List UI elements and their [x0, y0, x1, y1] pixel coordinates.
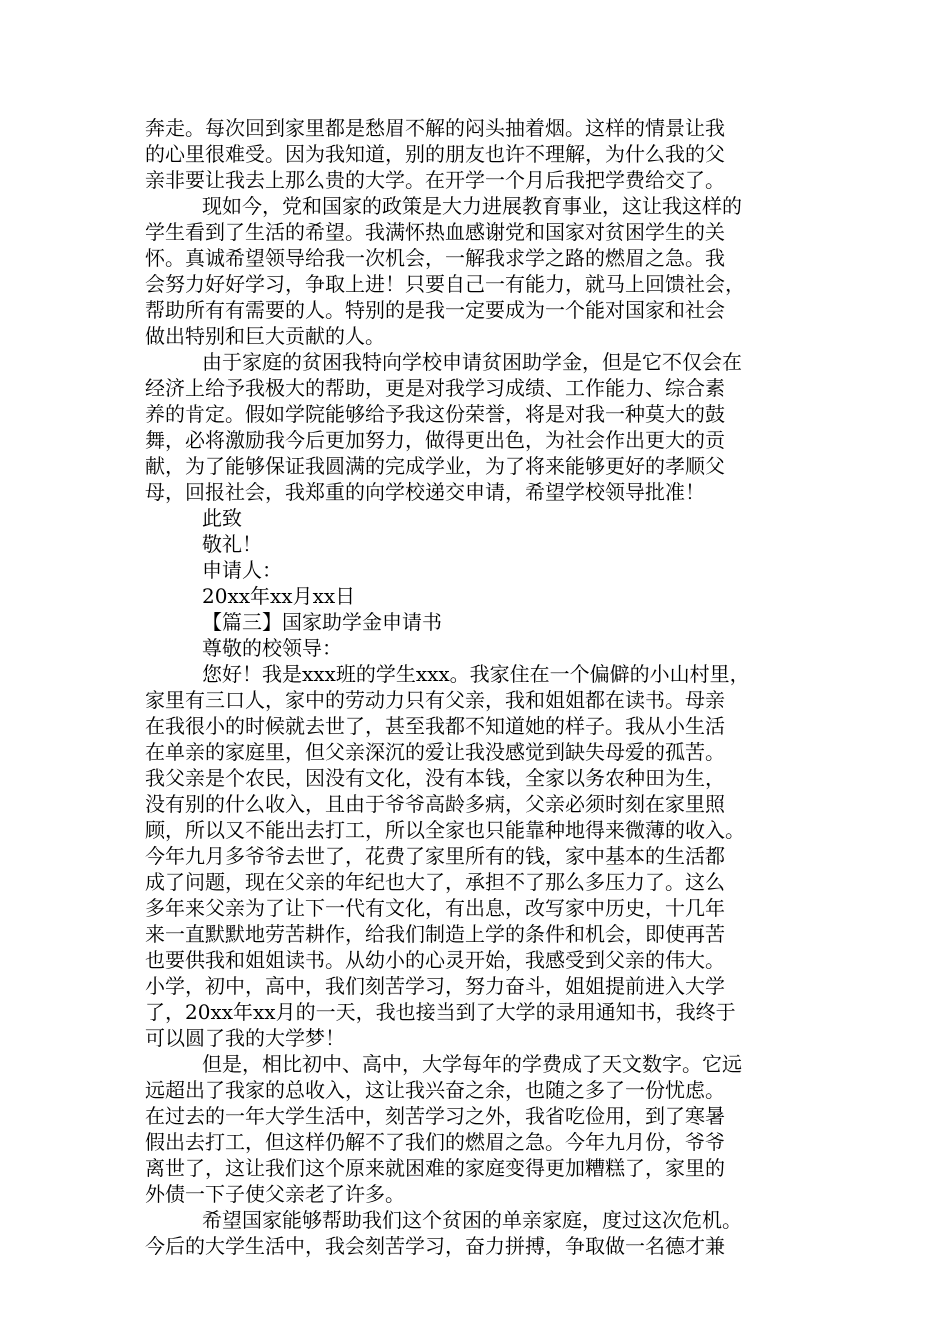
text-line: 但是，相比初中、高中，大学每年的学费成了天文数字。它远 — [202, 1052, 742, 1076]
text-line: 养的肯定。假如学院能够给予我这份荣誉，将是对我一种莫大的鼓 — [145, 402, 725, 426]
text-line: 此致 — [202, 506, 242, 530]
text-line: 帮助所有有需要的人。特别的是我一定要成为一个能对国家和社会 — [145, 298, 725, 322]
text-line: 母，回报社会，我郑重的向学校递交申请，希望学校领导批准！ — [145, 480, 705, 504]
text-line: 离世了，这让我们这个原来就困难的家庭变得更加糟糕了，家里的 — [145, 1156, 725, 1180]
text-line: 亲非要让我去上那么贵的大学。在开学一个月后我把学费给交了。 — [145, 168, 725, 192]
text-line: 由于家庭的贫困我特向学校申请贫困助学金，但是它不仅会在 — [202, 350, 742, 374]
body-text — [145, 115, 815, 1259]
text-line: 外债一下子使父亲老了许多。 — [145, 1182, 405, 1206]
text-line: 您好！我是xxx班的学生xxx。我家住在一个偏僻的小山村里， — [202, 662, 750, 686]
text-line: 奔走。每次回到家里都是愁眉不解的闷头抽着烟。这样的情景让我 — [145, 116, 725, 140]
text-line: 没有别的什么收入，且由于爷爷高龄多病，父亲必须时刻在家里照 — [145, 792, 725, 816]
text-line: 成了问题，现在父亲的年纪也大了，承担不了那么多压力了。这么 — [145, 870, 725, 894]
text-line: 学生看到了生活的希望。我满怀热血感谢党和国家对贫困学生的关 — [145, 220, 725, 244]
text-line: 在单亲的家庭里，但父亲深沉的爱让我没感觉到缺失母爱的孤苦。 — [145, 740, 725, 764]
text-line: 希望国家能够帮助我们这个贫困的单亲家庭，度过这次危机。 — [202, 1208, 742, 1232]
text-line: 献，为了能够保证我圆满的完成学业，为了将来能够更好的孝顺父 — [145, 454, 725, 478]
text-line: 现如今，党和国家的政策是大力进展教育事业，这让我这样的 — [202, 194, 742, 218]
text-line: 今后的大学生活中，我会刻苦学习，奋力拼搏，争取做一名德才兼 — [145, 1234, 725, 1258]
text-line: 【篇三】国家助学金申请书 — [202, 610, 442, 634]
text-line: 可以圆了我的大学梦！ — [145, 1026, 345, 1050]
text-line: 在我很小的时候就去世了，甚至我都不知道她的样子。我从小生活 — [145, 714, 725, 738]
text-line: 怀。真诚希望领导给我一次机会，一解我求学之路的燃眉之急。我 — [145, 246, 725, 270]
text-line: 了，20xx年xx月的一天，我也接当到了大学的录用通知书，我终于 — [145, 1000, 736, 1024]
text-line: 家里有三口人，家中的劳动力只有父亲，我和姐姐都在读书。母亲 — [145, 688, 725, 712]
text-line: 做出特别和巨大贡献的人。 — [145, 324, 385, 348]
text-line: 假出去打工，但这样仍解不了我们的燃眉之急。今年九月份，爷爷 — [145, 1130, 725, 1154]
text-line: 会努力好好学习，争取上进！只要自己一有能力，就马上回馈社会， — [145, 272, 745, 296]
text-line: 今年九月多爷爷去世了，花费了家里所有的钱，家中基本的生活都 — [145, 844, 725, 868]
text-line: 在过去的一年大学生活中，刻苦学习之外，我省吃俭用，到了寒暑 — [145, 1104, 725, 1128]
text-line: 申请人： — [202, 558, 282, 582]
text-line: 顾，所以又不能出去打工，所以全家也只能靠种地得来微薄的收入。 — [145, 818, 745, 842]
text-line: 小学，初中，高中，我们刻苦学习，努力奋斗，姐姐提前进入大学 — [145, 974, 725, 998]
text-line: 来一直默默地劳苦耕作，给我们制造上学的条件和机会，即使再苦 — [145, 922, 725, 946]
text-line: 多年来父亲为了让下一代有文化，有出息，改写家中历史，十几年 — [145, 896, 725, 920]
text-line: 我父亲是个农民，因没有文化，没有本钱，全家以务农种田为生， — [145, 766, 725, 790]
text-line: 20xx年xx月xx日 — [202, 584, 356, 608]
text-line: 尊敬的校领导： — [202, 636, 342, 660]
text-line: 的心里很难受。因为我知道，别的朋友也许不理解，为什么我的父 — [145, 142, 725, 166]
text-line: 远超出了我家的总收入，这让我兴奋之余，也随之多了一份忧虑。 — [145, 1078, 725, 1102]
text-line: 也要供我和姐姐读书。从幼小的心灵开始，我感受到父亲的伟大。 — [145, 948, 725, 972]
text-line: 舞，必将激励我今后更加努力，做得更出色，为社会作出更大的贡 — [145, 428, 725, 452]
text-line: 经济上给予我极大的帮助，更是对我学习成绩、工作能力、综合素 — [145, 376, 725, 400]
text-line: 敬礼！ — [202, 532, 262, 556]
